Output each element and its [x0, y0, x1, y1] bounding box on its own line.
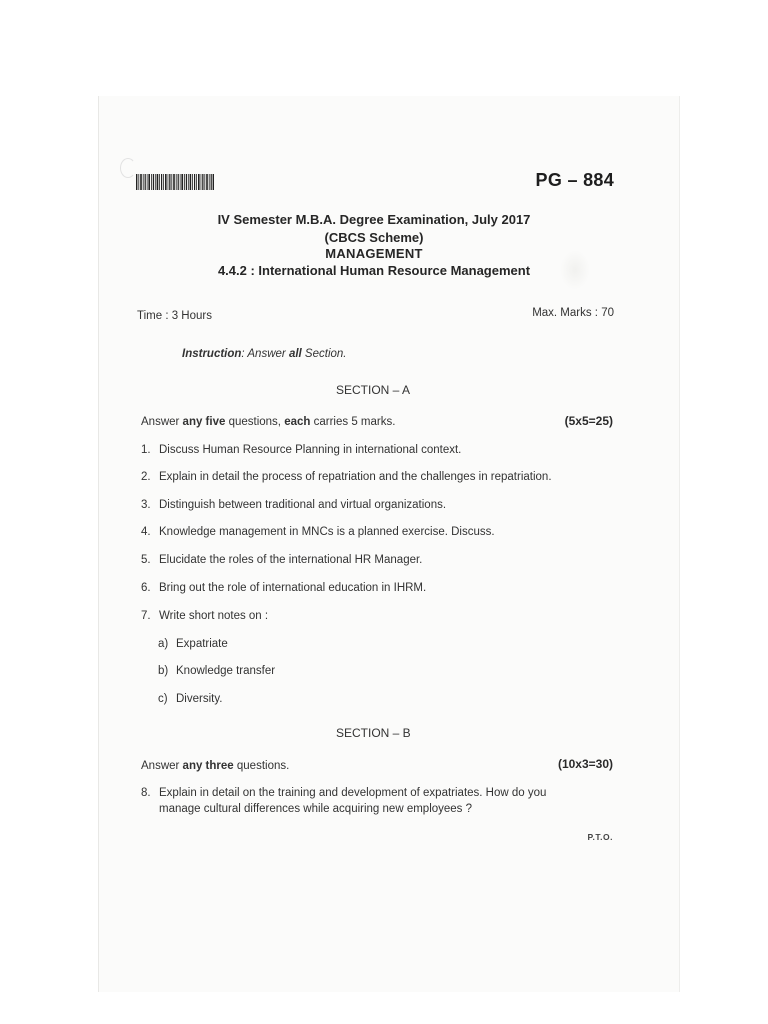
question-text-line2: manage cultural differences while acquiring new employees ? — [159, 803, 473, 815]
subject-label: MANAGEMENT — [325, 246, 423, 261]
question-text: Distinguish between traditional and virtual organizations. — [159, 499, 447, 511]
directive-part: carries 5 marks. — [310, 416, 396, 428]
sub-item-b — [158, 665, 275, 677]
section-a-marks: (5x5=25) — [564, 414, 613, 428]
question-number: 8. — [141, 787, 151, 799]
question-8-continued — [159, 803, 472, 815]
pto-label: P.T.O. — [587, 832, 613, 842]
barcode-image — [136, 174, 214, 190]
question-number: 5. — [141, 554, 151, 566]
question-text: Elucidate the roles of the international HR Manager. — [159, 554, 423, 566]
question-number: 2. — [141, 471, 151, 483]
question-3 — [141, 499, 446, 511]
directive-bold: any three — [182, 760, 234, 772]
question-number: 1. — [141, 444, 151, 456]
question-8 — [141, 787, 546, 799]
sub-item-label: c) — [158, 693, 168, 705]
sub-item-label: b) — [158, 665, 169, 677]
instruction-bold: all — [288, 348, 302, 360]
directive-part: Answer — [141, 760, 183, 772]
instruction-label: Instruction — [182, 348, 242, 360]
instruction-colon: : — [241, 348, 248, 360]
question-5 — [141, 554, 422, 566]
question-7 — [141, 610, 268, 622]
question-text: Discuss Human Resource Planning in international context. — [159, 444, 462, 456]
question-text: Bring out the role of international education in IHRM. — [159, 582, 427, 594]
sub-item-text: Knowledge transfer — [176, 665, 276, 677]
scheme-label: (CBCS Scheme) — [324, 230, 424, 245]
section-b-title: SECTION – B — [336, 726, 411, 740]
sub-item-text: Expatriate — [176, 638, 228, 650]
sub-item-text: Diversity. — [176, 693, 223, 705]
course-title: 4.4.2 : International Human Resource Management — [217, 263, 531, 278]
question-number: 3. — [141, 499, 151, 511]
time-label: Time : 3 Hours — [137, 310, 212, 322]
exam-title: IV Semester M.B.A. Degree Examination, July 2017 — [217, 212, 531, 227]
question-number: 7. — [141, 610, 151, 622]
section-a-directive — [141, 416, 395, 428]
question-1 — [141, 444, 461, 456]
instruction-line — [182, 348, 346, 360]
question-6 — [141, 582, 426, 594]
section-b-marks: (10x3=30) — [557, 757, 613, 771]
section-b-directive — [141, 760, 289, 772]
scan-smudge — [120, 158, 136, 178]
question-number: 6. — [141, 582, 151, 594]
question-number: 4. — [141, 526, 151, 538]
sub-item-a — [158, 638, 228, 650]
directive-part: questions. — [233, 760, 290, 772]
paper-code: PG – 884 — [535, 170, 614, 190]
question-text: Knowledge management in MNCs is a planned exercise. Discuss. — [159, 526, 495, 538]
max-marks-label: Max. Marks : 70 — [532, 307, 614, 319]
question-2 — [141, 471, 552, 483]
question-text: Explain in detail the process of repatriation and the challenges in repatriation. — [159, 471, 552, 483]
question-text: Write short notes on : — [159, 610, 269, 622]
question-4 — [141, 526, 495, 538]
sub-item-c — [158, 693, 222, 705]
section-a-title: SECTION – A — [336, 383, 411, 397]
question-text-line1: Explain in detail on the training and development of expatriates. How do you — [159, 787, 547, 799]
directive-bold: any five — [182, 416, 226, 428]
instruction-text-after: Section. — [301, 348, 347, 360]
sub-item-label: a) — [158, 638, 169, 650]
directive-part: questions, — [225, 416, 285, 428]
directive-part: Answer — [141, 416, 183, 428]
directive-bold: each — [284, 416, 311, 428]
instruction-text-before: Answer — [247, 348, 289, 360]
